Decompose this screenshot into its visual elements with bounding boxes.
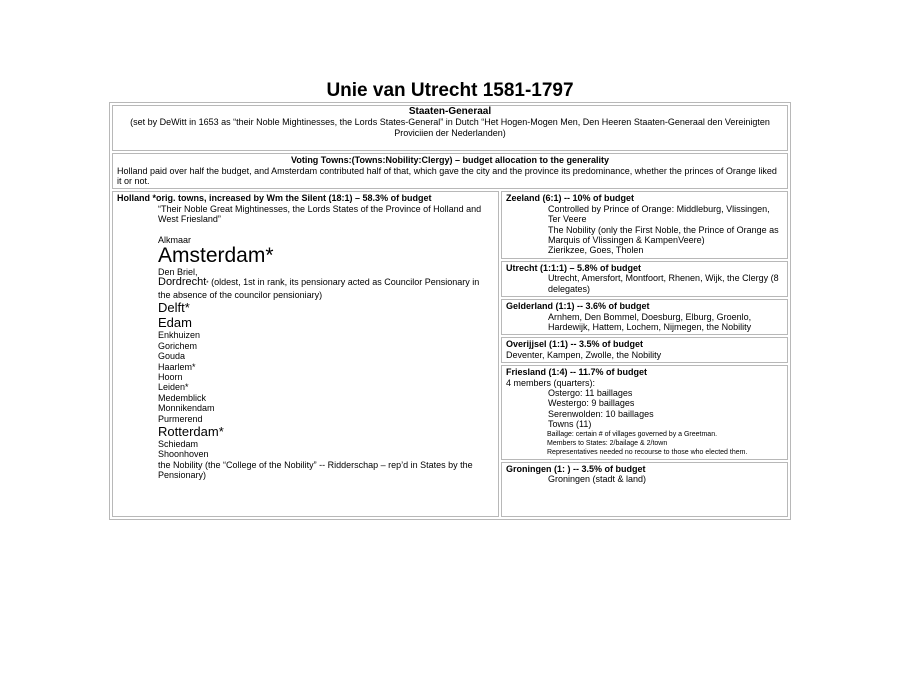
overijssel-towns: Deventer, Kampen, Zwolle, the Nobility: [506, 349, 662, 360]
town-enkhuizen: Enkhuizen: [158, 330, 201, 341]
town-gorichem: Gorichem: [158, 340, 198, 351]
holland-nobility: the Nobility (the “College of the Nobility” -- Ridderschap – rep’d in States by the Pensionary): [158, 459, 473, 481]
friesland-note-representatives: Representatives needed no recourse to those who elected them.: [547, 448, 748, 456]
friesland-note-members: Members to States: 2/bailage & 2/town: [547, 439, 668, 447]
town-purmerend: Purmerend: [158, 413, 203, 424]
dordrecht-star: *: [206, 281, 209, 288]
voting-heading: Voting Towns:(Towns:Nobility:Clergy) – budget allocation to the generality: [290, 155, 609, 166]
town-gouda: Gouda: [158, 351, 186, 362]
union-table: [109, 102, 791, 520]
town-haarlem: Haarlem*: [158, 361, 196, 372]
friesland-serenwolden: Serenwolden: 10 baillages: [548, 408, 654, 419]
overijssel-heading: Overijjsel (1:1) -- 3.5% of budget: [506, 339, 644, 350]
holland-heading-rest: *orig. towns, increased by Wm the Silent (18:1) – 58.3% of budget: [150, 193, 432, 204]
voting-description: Holland paid over half the budget, and Amsterdam contributed half of that, which gave the city and the province its predominance, whether the princes of Orange liked it or not.: [117, 165, 777, 187]
groningen-cell: [501, 462, 788, 517]
town-monnikendam: Monnikendam: [158, 403, 215, 414]
holland-quote: “Their Noble Great Mightinesses, the Lords States of the Province of Holland and West Friesland”: [158, 203, 482, 225]
provinces-column: [501, 191, 788, 516]
friesland-note-baillage: Baillage: certain # of villages governed by a Greetman.: [547, 430, 718, 438]
page-title: Unie van Utrecht 1581-1797: [326, 80, 574, 101]
groningen-heading: Groningen (1: ) -- 3.5% of budget: [506, 463, 646, 474]
town-dordrecht: Dordrecht: [158, 276, 207, 289]
town-alkmaar: Alkmaar: [158, 234, 192, 245]
zeeland-towns: Zierikzee, Goes, Tholen: [548, 245, 644, 256]
staaten-heading: Staaten-Generaal: [408, 106, 492, 117]
friesland-members: 4 members (quarters):: [506, 377, 596, 388]
gelderland-heading: Gelderland (1:1) -- 3.6% of budget: [506, 301, 650, 312]
town-den-briel: Den Briel,: [158, 267, 198, 278]
groningen-towns: Groningen (stadt & land): [548, 473, 647, 484]
gelderland-cell: [501, 299, 788, 335]
provinces-table: [501, 191, 788, 516]
utrecht-heading: Utrecht (1:1:1) – 5.8% of budget: [506, 262, 642, 273]
zeeland-cell: [501, 191, 788, 258]
town-hoorn: Hoorn: [158, 371, 183, 382]
friesland-heading: Friesland (1:4) -- 11.7% of budget: [506, 367, 648, 378]
voting-towns-cell: [112, 153, 788, 189]
zeeland-nobility: The Nobility (only the First Noble, the Prince of Orange as Marquis of Vlissingen & KampenVeere): [548, 224, 779, 246]
town-delft: Delft*: [158, 300, 190, 316]
friesland-westergo: Westergo: 9 baillages: [548, 398, 635, 409]
staaten-generaal-cell: [112, 105, 788, 151]
staaten-description: (set by DeWitt in 1653 as “their Noble Mightinesses, the Lords States-General” in Dutch “Het Hogen-Mogen Men, Den Heeren Staaten-Generaal den Vereinigten Proviciien der Nederlanden): [130, 117, 770, 138]
gelderland-towns: Arnhem, Den Bommel, Doesburg, Elburg, Groenlo, Hardewijk, Hattem, Lochem, Nijmegen, the Nobility: [548, 311, 752, 332]
holland-cell: [112, 191, 499, 516]
town-leiden: Leiden*: [158, 382, 189, 393]
utrecht-cell: [501, 261, 788, 297]
zeeland-orange: Controlled by Prince of Orange: Middleburg, Vlissingen, Ter Veere: [548, 203, 770, 225]
holland-heading: Holland: [117, 193, 150, 204]
town-medemblick: Medemblick: [158, 392, 207, 403]
town-rotterdam: Rotterdam*: [158, 423, 224, 439]
town-edam: Edam: [158, 315, 192, 331]
overijssel-cell: [501, 337, 788, 363]
town-shoonhoven: Shoonhoven: [158, 449, 209, 460]
town-amsterdam: Amsterdam*: [158, 244, 274, 268]
zeeland-heading: Zeeland (6:1) -- 10% of budget: [506, 193, 635, 204]
friesland-cell: [501, 365, 788, 459]
friesland-ostergo: Ostergo: 11 baillages: [548, 387, 633, 398]
utrecht-towns: Utrecht, Amersfort, Montfoort, Rhenen, Wijk, the Clergy (8 delegates): [548, 273, 779, 294]
dordrecht-note: (oldest, 1st in rank, its pensionary acted as Councilor Pensionary in the absence of the councilor pensioniary): [158, 277, 480, 300]
town-schiedam: Schiedam: [158, 438, 199, 449]
friesland-towns: Towns (11): [548, 419, 592, 430]
